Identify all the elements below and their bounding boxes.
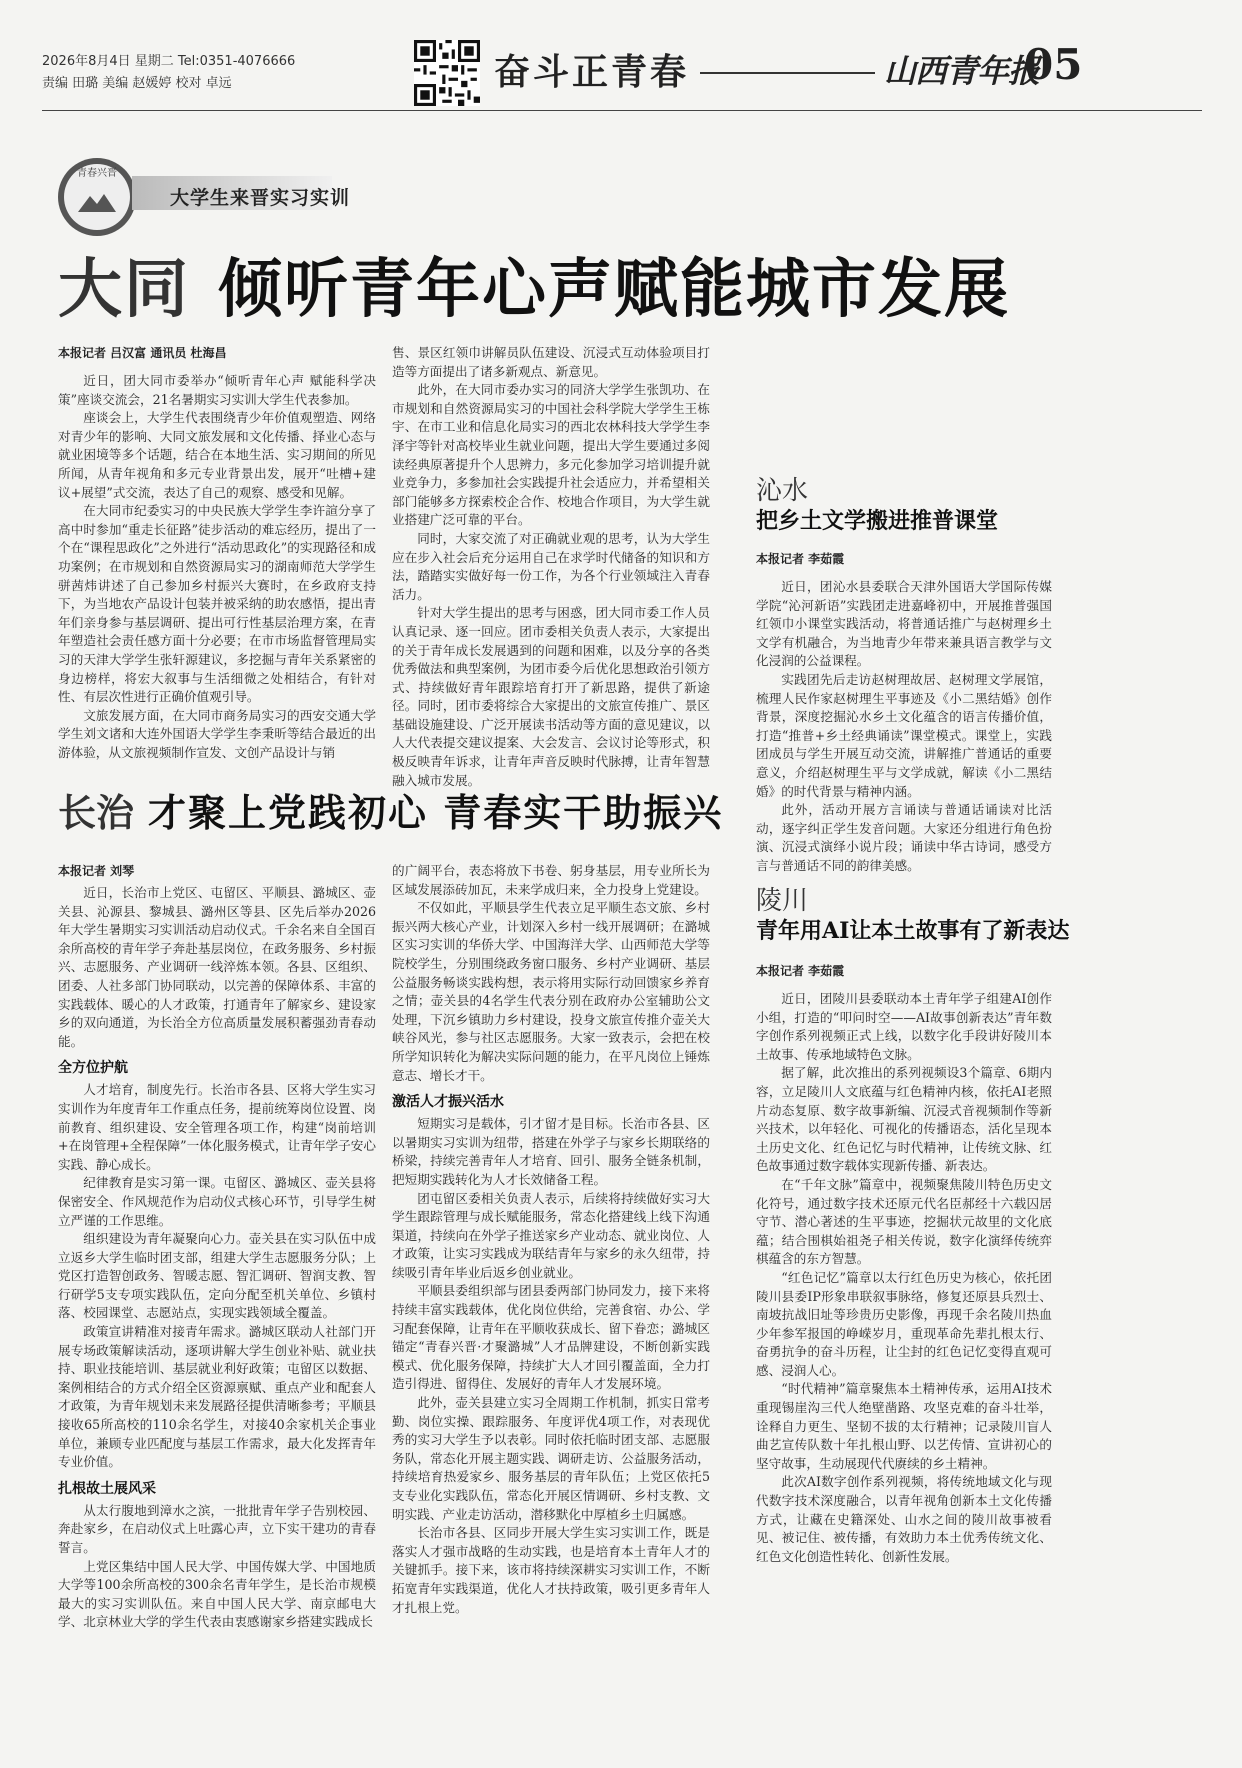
paragraph: 团屯留区委相关负责人表示，后续将持续做好实习大学生跟踪管理与成长赋能服务，常态化搭建线上线下沟通渠道，持续向在外学子推送家乡产业动态、就业岗位、人才政策，让实习实践成为联结青年与家乡的永久纽带，持续吸引青年毕业后返乡创业就业。 bbox=[392, 1190, 710, 1280]
header-divider bbox=[42, 110, 1202, 111]
paragraph: 近日，团陵川县委联动本土青年学子组建AI创作小组，打造的“叩问时空——AI故事创新表达”青年数字创作系列视频正式上线，以数字化手段讲好陵川本土故事、传承地域特色文脉。 bbox=[756, 991, 1052, 1062]
article1-byline: 本报记者 吕汉富 通讯员 杜海昌 bbox=[58, 346, 227, 360]
header-banner: 奋斗正青春 bbox=[494, 51, 690, 93]
section-heading: 扎根故土展风采 bbox=[58, 1480, 156, 1497]
paragraph: 平顺县委组织部与团县委两部门协同发力，接下来将持续丰富实践载体，优化岗位供给，完善食宿、办公、学习配套保障，让青年在平顺收获成长、留下眷恋；潞城区锚定“青春兴晋·才聚潞城”人才品牌建设，不断创新实践模式、优化服务保障，持续扩大人才回引覆盖面，全力打造引得进、留得住、发展好的青年人才发展环境。 bbox=[392, 1283, 710, 1392]
paragraph: 的广阔平台，表态将放下书卷、躬身基层，用专业所长为区域发展添砖加瓦，未来学成归来，全力投身上党建设。 bbox=[392, 863, 710, 897]
paragraph: 此外，活动开展方言诵读与普通话诵读对比活动，逐字纠正学生发音问题。大家还分组进行角色扮演、沉浸式演绎小说片段；诵读中华古诗词，感受方言与普通话不同的韵律美感。 bbox=[756, 802, 1052, 873]
section-heading: 全方位护航 bbox=[58, 1060, 128, 1077]
article2-byline: 本报记者 刘琴 bbox=[58, 864, 135, 878]
paragraph: “红色记忆”篇章以太行红色历史为核心，依托团陵川县委IP形象串联叙事脉络，修复还原县兵烈士、南坡抗战旧址等珍贵历史影像，再现千余名陵川热血少年参军报国的峥嵘岁月，重现革命先辈扎根太行、奋勇抗争的奋斗历程，让尘封的红色记忆变得直观可感、浸润人心。 bbox=[756, 1269, 1052, 1378]
paragraph: 政策宣讲精准对接青年需求。潞城区联动人社部门开展专场政策解读活动，逐项讲解大学生创业补贴、就业扶持、职业技能培训、基层就业利好政策；屯留区以数据、案例相结合的方式介绍全区资源禀赋、重点产业和配套人才政策，为青年规划未来发展路径提供清晰参考；平顺县接收65所高校的110余名学生，对接40余家机关企事业单位，兼顾专业匹配度与基层工作需求，最大化发挥青年专业价值。 bbox=[58, 1324, 376, 1470]
paragraph: 据了解，此次推出的系列视频设3个篇章、6期内容，立足陵川人文底蕴与红色精神内核，依托AI老照片动态复原、数字故事新编、沉浸式音视频制作等新兴技术，以年轻化、可视化的传播语态，活化呈现本土历史文化、红色记忆与时代精神，让传统文脉、红色故事通过数字载体实现新传播、新表达。 bbox=[756, 1065, 1052, 1174]
paragraph: 近日，团大同市委举办“倾听青年心声 赋能科学决策”座谈交流会，21名暑期实习实训大学生代表参加。 bbox=[58, 373, 376, 407]
paragraph: 短期实习是载体，引才留才是目标。长治市各县、区以暑期实习实训为纽带，搭建在外学子与家乡长期联络的桥梁，持续完善青年人才培育、回引、服务全链条机制，把短期实践转化为人才长效储备工程。 bbox=[392, 1116, 710, 1187]
paragraph: “时代精神”篇章聚焦本土精神传承，运用AI技术重现锡崖沟三代人绝壁凿路、攻坚克难的奋斗壮举，诠释自力更生、坚韧不拔的太行精神；记录陵川盲人曲艺宣传队数十年扎根山野、以艺传情、宣讲初心的坚守故事，生动展现代代赓续的乡土精神。 bbox=[756, 1381, 1052, 1471]
paragraph: 同时，大家交流了对正确就业观的思考，认为大学生应在步入社会后充分运用自己在求学时代储备的知识和方法，踏踏实实做好每一份工作，为各个行业领域注入青春活力。 bbox=[392, 530, 710, 602]
article3-headline: 把乡土文学搬进推普课堂 bbox=[756, 508, 999, 534]
article2-city: 长治 bbox=[58, 790, 135, 835]
column-badge-label: 青春兴晋 bbox=[77, 168, 117, 179]
article4-body bbox=[756, 990, 1052, 1566]
mountain-icon bbox=[78, 190, 116, 212]
paragraph: 针对大学生提出的思考与困惑，团大同市委工作人员认真记录、逐一回应。团市委相关负责人表示，大家提出的关于青年成长发展遇到的问题和困难，以及分享的各类优秀做法和典型案例，为团市委今后优化思想政治引领方式、持续做好青年跟踪培育打开了新思路，提供了新途径。同时，团市委将综合大家提出的文旅宣传推广、景区基础设施建设、广泛开展读书活动等方面的意见建议，以人大代表提交建议提案、大会发言、会议讨论等形式，积极反映青年诉求，让青年声音反映时代脉搏，让青年智慧融入城市发展。 bbox=[392, 605, 710, 788]
paragraph: 此外，在大同市委办实习的同济大学学生张凯功、在市规划和自然资源局实习的中国社会科学院大学学生王栋宇、在市工业和信息化局实习的西北农林科技大学学生李泽宇等针对高校毕业生就业问题，提出大学生要通过多阅读经典原著提升个人思辨力，多元化参加学习培训提升就业竞争力，多参加社会实践提升社会适应力，并希望相关部门能够多方探索校企合作、校地合作项目，为大学生就业搭建广泛可靠的平台。 bbox=[392, 382, 710, 528]
paragraph: 近日，长治市上党区、屯留区、平顺县、潞城区、壶关县、沁源县、黎城县、潞州区等县、区先后举办2026年大学生暑期实习实训活动启动仪式。千余名来自全国百余所高校的青年学子奔赴基层岗位，在政务服务、乡村振兴、志愿服务、产业调研一线淬炼本领。各县、区组织、团委、人社多部门协同联动，以完善的保障体系、丰富的实践载体、暖心的人才政策，打通青年了解家乡、建设家乡的双向通道，为长治全方位高质量发展积蓄强劲青春动能。 bbox=[58, 885, 376, 1049]
paragraph: 座谈会上，大学生代表围绕青少年价值观塑造、网络对青少年的影响、大同文旅发展和文化传播、择业心态与就业困境等多个话题，结合在本地生活、实习期间的所见所闻，从青年视角和多元专业背景出发，展开“吐槽+建议+展望”式交流，表达了自己的观察、感受和见解。 bbox=[58, 410, 376, 500]
paragraph: 在大同市纪委实习的中央民族大学学生李许諠分享了高中时参加“重走长征路”徒步活动的难忘经历，提出了一个在“课程思政化”之外进行“活动思政化”的实现路径和成功案例；在市规划和自然资源局实习的湖南师范大学学生骈茜炜讲述了自己参加乡村振兴大赛时，在乡政府支持下，为当地农产品设计包装并被采纳的助农感悟，提出青年们亲身参与基层调研、提出可行性基层治理方案，在青年塑造社会责任感方面十分必要；在市市场监督管理局实习的天津大学学生张轩源建议，多挖掘与青年关系紧密的身边榜样，将宏大叙事与生活细微之处相结合，有针对性、有层次性进行正确价值观引导。 bbox=[58, 503, 376, 705]
header-editors-line: 责编 田璐 美编 赵媛婷 校对 卓远 bbox=[42, 76, 232, 91]
header-page-number: 05 bbox=[1024, 40, 1083, 89]
column-badge-title: 大学生来晋实习实训 bbox=[170, 187, 351, 209]
qr-code-icon bbox=[414, 40, 480, 106]
paragraph: 实践团先后走访赵树理故居、赵树理文学展馆，梳理人民作家赵树理生平事迹及《小二黑结婚》创作背景，深度挖掘沁水乡土文化蕴含的语言传播价值，打造“推普+乡土经典诵读”课堂模式。课堂上，实践团成员与学生开展互动交流，讲解推广普通话的重要意义，介绍赵树理生平与文学成就，解读《小二黑结婚》的时代背景与精神内涵。 bbox=[756, 671, 1052, 799]
header-masthead: 山西青年报 bbox=[884, 52, 1040, 90]
article2-headline: 才聚上党践初心 青春实干助振兴 bbox=[148, 790, 724, 835]
article1-column-2 bbox=[392, 344, 710, 790]
paragraph: 不仅如此，平顺县学生代表立足平顺生态文旅、乡村振兴两大核心产业，计划深入乡村一线开展调研；在潞城区实习实训的华侨大学、中国海洋大学、山西师范大学等院校学生，分别围绕政务窗口服务、乡村产业调研、基层公益服务畅谈实践构想，表示将用实际行动回馈家乡养育之情；壶关县的4名学生代表分别在政府办公室辅助公文处理，下沉乡镇助力乡村建设，投身文旅宣传推介壶关大峡谷风光，参与社区志愿服务。大家一致表示，会把在校所学知识转化为解决实际问题的能力，在平凡岗位上锤炼意志、增长才干。 bbox=[392, 900, 710, 1083]
section-heading: 激活人才振兴活水 bbox=[392, 1094, 504, 1111]
paragraph: 近日，团沁水县委联合天津外国语大学国际传媒学院“沁河新语”实践团走进嘉峰初中，开展推普强国红领巾小课堂实践活动，将普通话推广与赵树理乡土文学有机融合，为当地青少年带来兼具语言教学与文化浸润的公益课程。 bbox=[756, 579, 1052, 669]
paragraph: 在“千年文脉”篇章中，视频聚焦陵川特色历史文化符号，通过数字技术还原元代名臣郝经十六载囚居守节、潜心著述的生平事迹，挖掘状元故里的文化底蕴；结合围棋始祖尧子相关传说，数字化演绎传统弈棋蕴含的东方智慧。 bbox=[756, 1176, 1052, 1267]
paragraph: 此外，壶关县建立实习全周期工作机制，抓实日常考勤、岗位实操、跟踪服务、年度评优4项工作，对表现优秀的实习大学生予以表彰。同时依托临时团支部、志愿服务队，常态化开展主题实践、调研走访、公益服务活动，持续培育热爱家乡、服务基层的青年队伍；上党区依托5支专业化实践队伍，常态化开展区情调研、乡村支教、文明实践、产业走访活动，潜移默化中厚植乡土归属感。 bbox=[392, 1395, 710, 1522]
article1-city: 大同 bbox=[58, 252, 190, 327]
article4-headline: 青年用AI让本土故事有了新表达 bbox=[756, 918, 1070, 944]
paragraph: 此次AI数字创作系列视频，将传统地域文化与现代数字技术深度融合，以青年视角创新本土文化传播方式，让藏在史籍深处、山水之间的陵川故事被看见、被记住、被传播，有效助力本土优秀传统文化、红色文化创造性转化、创新性发展。 bbox=[756, 1474, 1052, 1564]
article4-city: 陵川 bbox=[756, 886, 809, 916]
paragraph: 组织建设为青年凝聚向心力。壶关县在实习队伍中成立返乡大学生临时团支部，组建大学生志愿服务分队；上党区打造智创政务、智暖志愿、智汇调研、智润支教、智行研学5支专项实践队伍，定向分配至机关单位、乡镇村落、校园课堂、志愿站点，实现实践领域全覆盖。 bbox=[58, 1231, 376, 1321]
paragraph: 长治市各县、区同步开展大学生实习实训工作，既是落实人才强市战略的生动实践，也是培育本土青年人才的关键抓手。接下来，该市将持续深耕实习实训工作，不断拓宽青年实践渠道，优化人才扶持政策，吸引更多青年人才扎根上党。 bbox=[392, 1525, 710, 1615]
article3-body bbox=[756, 578, 1052, 876]
paragraph: 人才培育，制度先行。长治市各县、区将大学生实习实训作为年度青年工作重点任务，提前统筹岗位设置、岗前教育、组织建设、安全管理各项工作，构建“岗前培训+在岗管理+全程保障”一体化服务模式，让青年学子安心实践、静心成长。 bbox=[58, 1082, 376, 1172]
article2-column-1 bbox=[58, 884, 376, 1632]
article3-byline: 本报记者 李茹霞 bbox=[756, 552, 845, 566]
article1-column-1 bbox=[58, 372, 376, 762]
header-date-line: 2026年8月4日 星期二 Tel:0351-4076666 bbox=[42, 54, 296, 69]
paragraph: 从太行腹地到漳水之滨，一批批青年学子告别校园、奔赴家乡，在启动仪式上吐露心声，立下实干建功的青春誓言。 bbox=[58, 1502, 376, 1555]
paragraph: 纪律教育是实习第一课。屯留区、潞城区、壶关县将保密安全、作风规范作为启动仪式核心环节，引导学生树立严谨的工作思维。 bbox=[58, 1175, 376, 1228]
paragraph: 上党区集结中国人民大学、中国传媒大学、中国地质大学等100余所高校的300余名青年学生，是长治市规模最大的实习实训队伍。来自中国人民大学、南京邮电大学、北京林业大学的学生代表由衷感谢家乡搭建实践成长 bbox=[58, 1558, 376, 1630]
article2-column-2 bbox=[392, 862, 710, 1617]
header-rule bbox=[700, 72, 875, 74]
article4-byline: 本报记者 李茹霞 bbox=[756, 964, 845, 978]
paragraph: 文旅发展方面，在大同市商务局实习的西安交通大学学生刘文诸和大连外国语大学学生李秉昕等结合最近的出游体验，从文旅视频制作宣发、文创产品设计与销 bbox=[58, 707, 376, 760]
article1-headline: 倾听青年心声赋能城市发展 bbox=[218, 252, 1010, 327]
article3-city: 沁水 bbox=[756, 476, 809, 506]
paragraph: 售、景区红领巾讲解员队伍建设、沉浸式互动体验项目打造等方面提出了诸多新观点、新意见。 bbox=[392, 345, 710, 379]
